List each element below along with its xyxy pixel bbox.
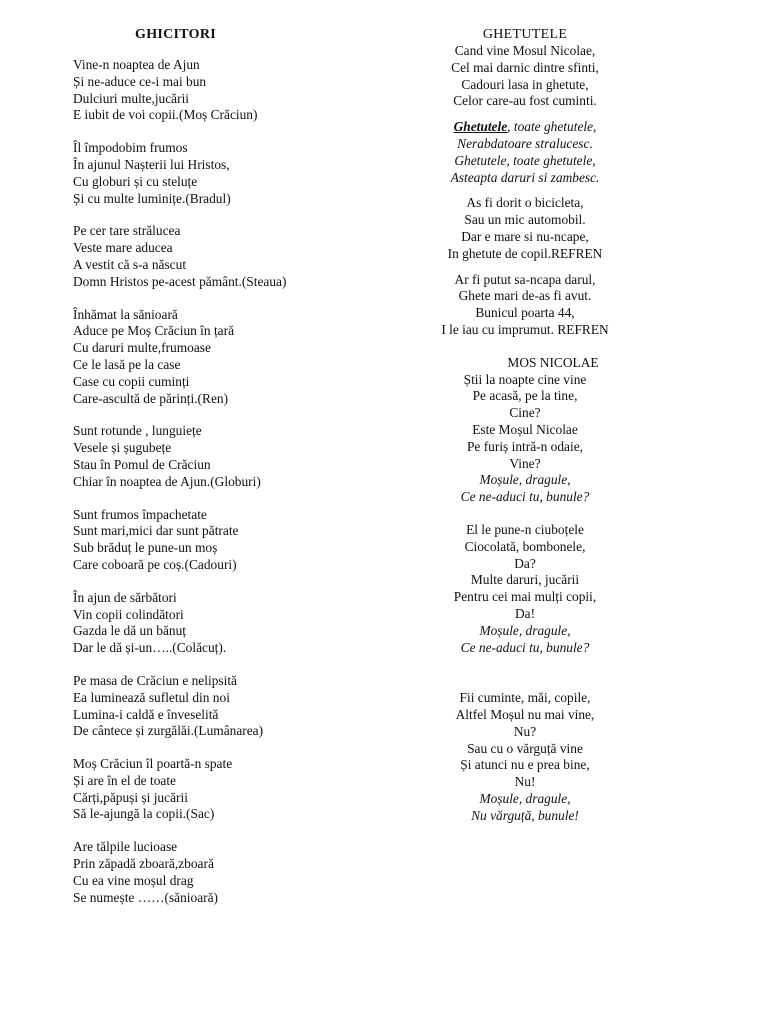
riddle-line: Cărți,păpuși și jucării [73,789,188,805]
riddle-line: Are tălpile lucioase [73,839,178,855]
riddle-line: Dar le dă și-un…..(Colăcuț). [73,640,227,656]
verse-line: Altfel Moșul nu mai vine, [455,707,595,723]
riddle-line: Ce le lasă pe la case [73,356,181,372]
riddle-line: Sunt rotunde , lunguiețe [73,423,202,439]
verse-line: Fii cuminte, măi, copile, [459,690,591,706]
riddle-line: Și cu multe luminițe.(Bradul) [73,190,231,206]
riddle-line: Veste mare aducea [73,240,173,256]
verse-line: Da? [514,555,536,571]
mos-nicolae-verse-2 [395,522,655,656]
ghetutele-refrain [395,119,655,186]
refrain-line: Asteapta daruri si zambesc. [450,169,600,185]
riddle-line: Lumina-i caldă e înveselită [73,706,219,722]
riddle-line: Se numește ……(sănioară) [73,889,219,905]
refrain-keyword: Ghetutele [453,119,508,135]
riddle-stanza [73,507,373,574]
riddle-line: Aduce pe Moș Crăciun în țară [73,323,235,339]
verse-line: El le pune-n ciuboțele [466,521,584,537]
riddle-line: Gazda le dă un bănuț [73,623,187,639]
riddle-line: Pe masa de Crăciun e nelipsită [73,672,237,688]
ghetutele-verse-1 [395,43,655,110]
mos-nicolae-verse-3 [395,690,655,824]
verse-line: Multe daruri, jucării [470,572,580,588]
riddle-line: Sunt frumos împachetate [73,506,207,522]
ghetutele-verse-2 [395,195,655,262]
verse-line: Nu! [514,774,536,790]
verse-line-italic: Moșule, dragule, [479,472,571,488]
verse-line: Cine? [509,405,541,421]
verse-line-italic: Moșule, dragule, [479,622,571,638]
riddles-stanzas [73,57,373,906]
riddle-line: Vesele și șugubețe [73,440,172,456]
verse-line: In ghetute de copil.REFREN [447,245,603,261]
refrain-line: Nerabdatoare stralucesc. [457,135,593,151]
riddle-stanza [73,57,373,124]
verse-line: Sau un mic automobil. [464,212,586,228]
riddle-line: Prin zăpadă zboară,zboară [73,856,214,872]
riddle-stanza [73,756,373,823]
verse-line-italic: Nu vărguță, bunule! [471,807,579,823]
riddles-column [73,26,373,922]
verse-line: Ghete mari de-as fi avut. [458,288,592,304]
riddle-line: Pe cer tare strălucea [73,223,181,239]
verse-line: Dar e mare si nu-ncape, [461,228,589,244]
riddle-line: Vin copii colindători [73,606,184,622]
riddle-stanza [73,423,373,490]
riddle-stanza [73,223,373,290]
riddle-line: Care-ascultă de părinți.(Ren) [73,390,229,406]
verse-line: Da! [514,605,536,621]
verse-line: As fi dorit o bicicleta, [466,195,584,211]
riddle-line: Și ne-aduce ce-i mai bun [73,73,207,89]
song-column [395,26,655,825]
verse-line-italic: Moșule, dragule, [479,791,571,807]
riddle-line: A vestit că s-a născut [73,256,187,272]
verse-line-italic: Ce ne-aduci tu, bunule? [460,639,590,655]
riddle-stanza [73,590,373,657]
riddle-line: E iubit de voi copii.(Moș Crăciun) [73,107,258,123]
verse-line: Ciocolată, bombonele, [464,538,586,554]
verse-line: Nu? [513,723,537,739]
riddle-stanza [73,140,373,207]
riddle-line: Domn Hristos pe-acest pământ.(Steaua) [73,273,287,289]
verse-line: Și atunci nu e prea bine, [460,757,590,773]
mos-nicolae-verse-1 [395,372,655,506]
verse-line: Pentru cei mai mulți copii, [453,589,597,605]
verse-line: Sau cu o vărguță vine [467,740,583,756]
riddle-stanza [73,839,373,906]
riddle-line: Sub brăduț le pune-un moș [73,540,218,556]
riddle-line: Cu daruri multe,frumoase [73,340,211,356]
riddle-line: Case cu copii cuminți [73,373,190,389]
song-title-ghetutele: GHETUTELE [482,27,568,42]
riddle-line: Moș Crăciun îl poartă-n spate [73,756,233,772]
riddle-line: Vine-n noaptea de Ajun [73,57,200,72]
refrain-line-rest: , toate ghetutele, [507,119,597,135]
verse-line: Ar fi putut sa-ncapa darul, [454,271,596,287]
riddle-line: În ajun de sărbători [73,589,177,605]
riddle-line: Dulciuri multe,jucării [73,90,190,106]
riddle-line: În ajunul Nașterii lui Hristos, [73,156,230,172]
riddle-line: Cu globuri și cu steluțe [73,173,198,189]
verse-line: Pe acasă, pe la tine, [472,388,578,404]
riddle-stanza [73,307,373,408]
riddle-line: Chiar în noaptea de Ajun.(Globuri) [73,473,261,489]
verse-line: Cadouri lasa in ghetute, [461,76,589,92]
verse-line: Cand vine Mosul Nicolae, [454,43,596,58]
refrain-line [395,119,655,136]
verse-line-italic: Ce ne-aduci tu, bunule? [460,489,590,505]
song-title-mos-nicolae: MOS NICOLAE [507,354,599,370]
verse-line: Bunicul poarta 44, [475,305,575,321]
riddle-line: Înhămat la sănioară [73,306,178,322]
riddle-line: Care coboară pe coș.(Cadouri) [73,556,237,572]
riddle-line: Să le-ajungă la copii.(Sac) [73,806,215,822]
ghetutele-verse-3 [395,272,655,339]
verse-line: Cel mai darnic dintre sfinti, [451,59,599,75]
riddle-line: Sunt mari,mici dar sunt pătrate [73,523,239,539]
verse-line: Vine? [509,455,541,471]
riddle-line: Stau în Pomul de Crăciun [73,456,211,472]
refrain-line: Ghetutele, toate ghetutele, [454,152,596,168]
riddle-line: Și are în el de toate [73,772,176,788]
verse-line: Pe furiș intră-n odaie, [466,438,584,454]
riddle-line: De cântece și zurgălăi.(Lumânarea) [73,723,264,739]
riddles-title: GHICITORI [135,27,217,42]
riddle-stanza [73,673,373,740]
riddle-line: Ea luminează sufletul din noi [73,689,230,705]
verse-line: Celor care-au fost cuminti. [453,93,597,109]
verse-line: Este Moșul Nicolae [472,421,578,437]
riddle-line: Îl împodobim frumos [73,140,188,156]
riddle-line: Cu ea vine moșul drag [73,872,194,888]
verse-line: Știi la noapte cine vine [463,371,587,387]
verse-line: I le iau cu imprumut. REFREN [441,321,609,337]
